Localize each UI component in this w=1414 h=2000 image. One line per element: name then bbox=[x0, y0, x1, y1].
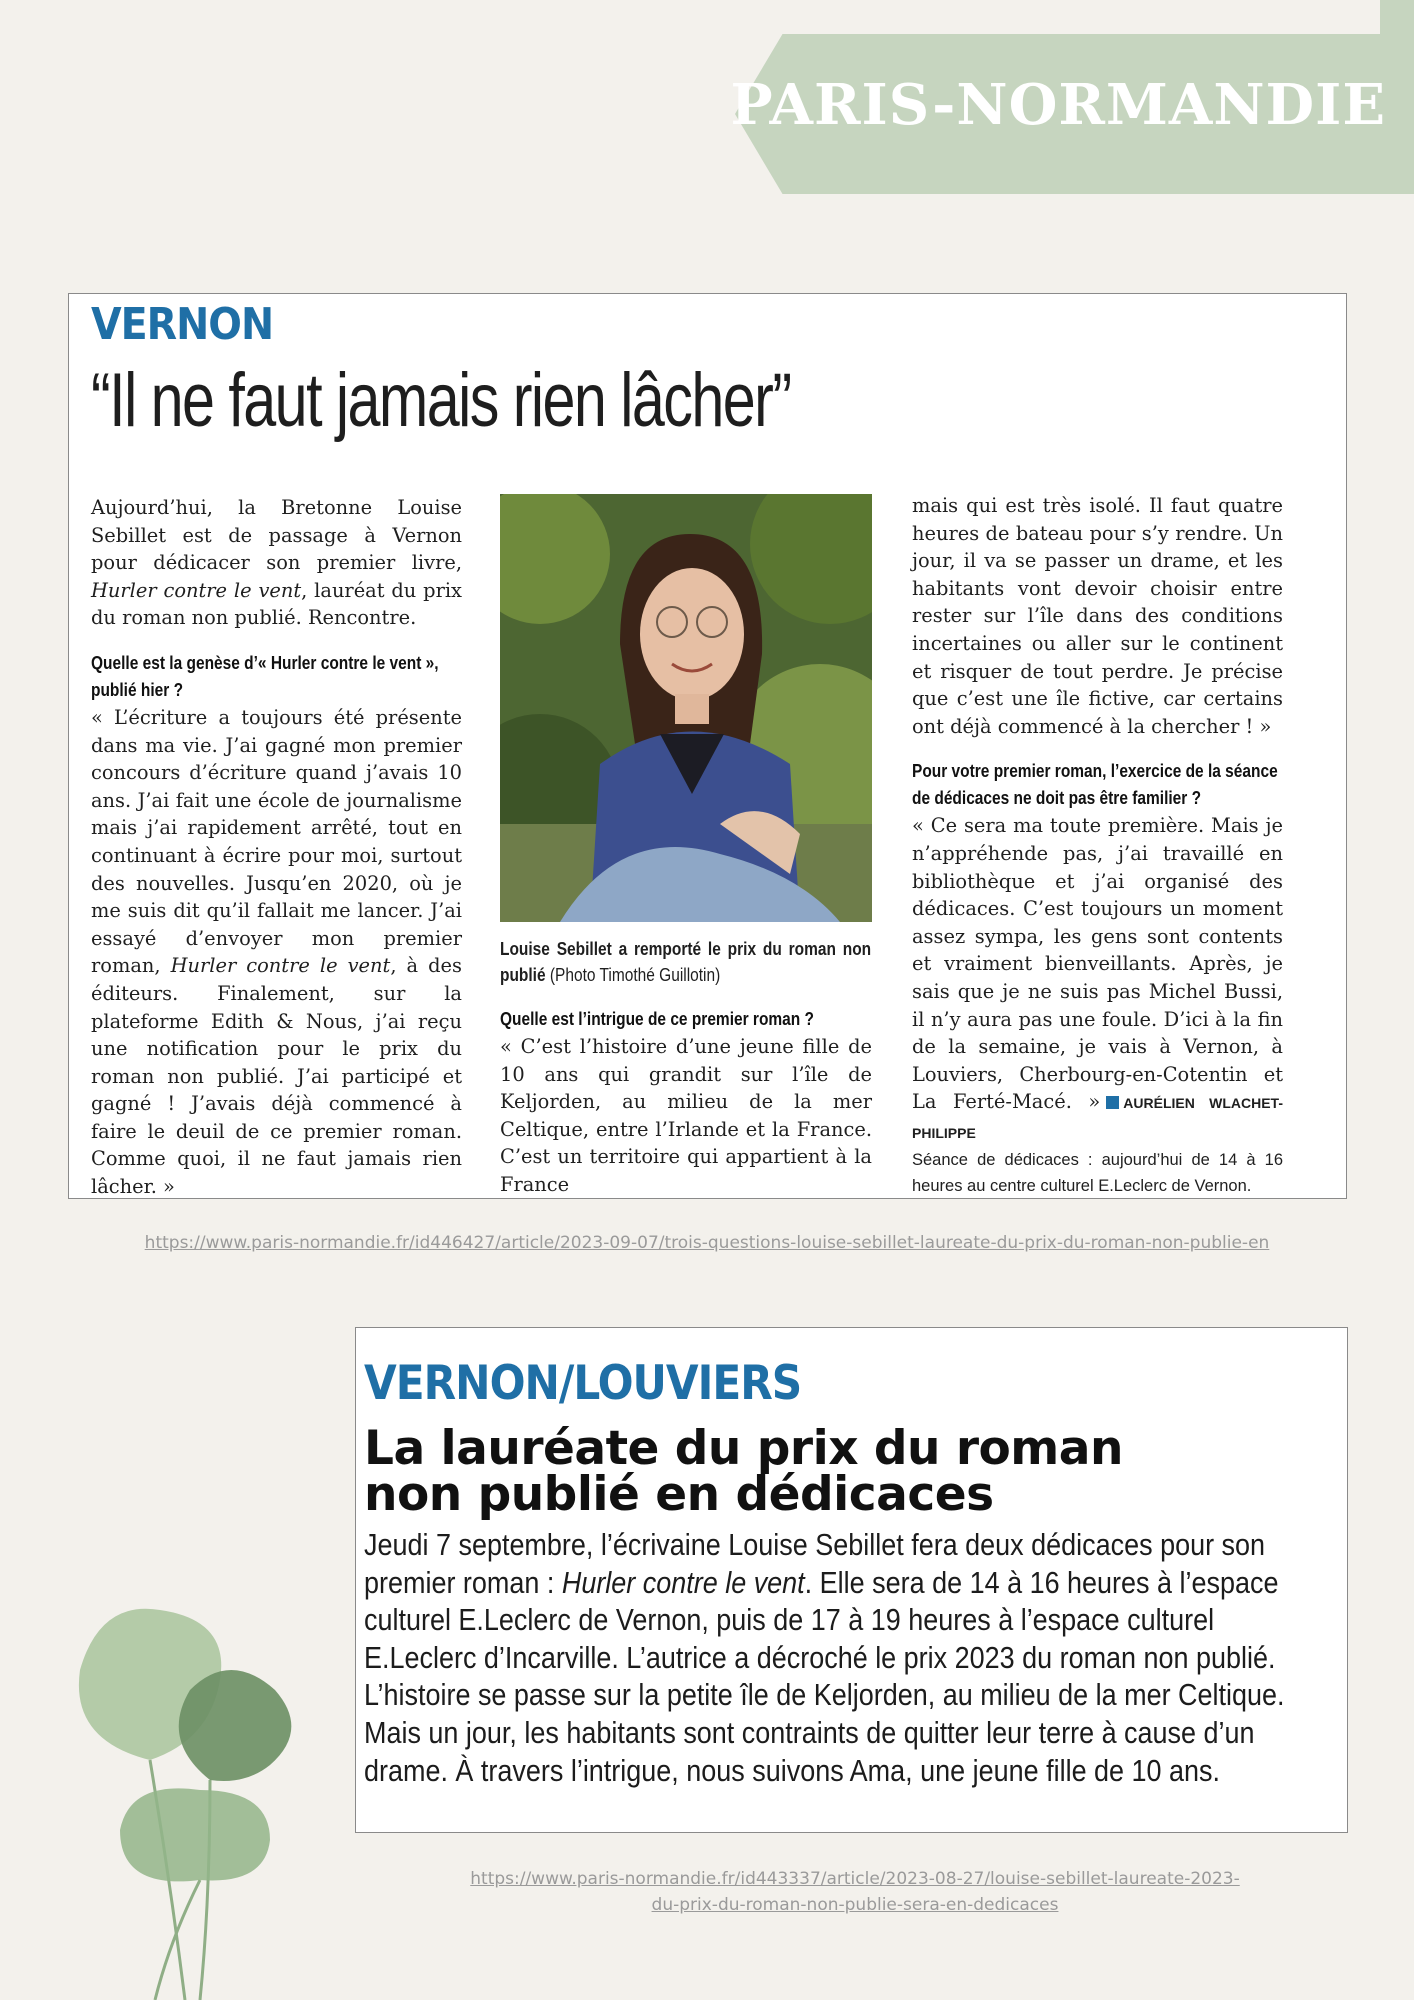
question-2: Quelle est l’intrigue de ce premier roman ? bbox=[500, 1009, 814, 1029]
intro-paragraph: Aujourd’hui, la Bretonne Louise Sebillet est de passage à Vernon pour dédicacer son premier livre, Hurler contre le vent, lauréat du prix du roman non publié. Rencontre. bbox=[91, 496, 462, 630]
answer-2-start: « C’est l’histoire d’une jeune fille de 10 ans qui grandit sur l’île de Keljorden, au milieu de la mer Celtique, entre l’Irlande et la France. C’est un territoire qui appartient à la France bbox=[500, 1035, 872, 1196]
author-photo bbox=[500, 494, 872, 922]
section-label-2: VERNON/LOUVIERS bbox=[364, 1356, 802, 1411]
photo-caption: Louise Sebillet a remporté le prix du roman non publié (Photo Timothé Guillotin) bbox=[500, 939, 872, 985]
article-1-link[interactable]: https://www.paris-normandie.fr/id446427/article/2023-09-07/trois-questions-louise-sebillet-laureate-du-prix-du-roman-non-publie-en bbox=[144, 1233, 1270, 1253]
signing-info: Séance de dédicaces : aujourd’hui de 14 à 16 heures au centre culturel E.Leclerc de Vernon. bbox=[912, 1151, 1283, 1196]
question-3: Pour votre premier roman, l’exercice de la séance de dédicaces ne doit pas être familier ? bbox=[912, 761, 1278, 809]
article-2-headline: La lauréate du prix du roman non publié en dédicaces bbox=[364, 1421, 1123, 1522]
column-2 bbox=[500, 494, 872, 1199]
masthead-title: PARIS-NORMANDIE bbox=[730, 72, 1386, 138]
article-clipping-vernon bbox=[68, 293, 1347, 1199]
column-3 bbox=[912, 492, 1283, 1199]
answer-1: « L’écriture a toujours été présente dans ma vie. J’ai gagné mon premier concours d’écriture quand j’avais 10 ans. J’ai fait une école de journalisme mais j’ai rapidement arrêté, tout en continuant à écrire pour moi, surtout des nouvelles. Jusqu’en 2020, où je me suis dit qu’il fallait me lancer. J’ai essayé d’envoyer mon premier roman, Hurler contre le vent, à des éditeurs. Finalement, sur la plateforme Edith & Nous, j’ai reçu une notification pour le prix du roman non publié. J’ai participé et gagné ! J’avais déjà commencé à faire le deuil de ce premier roman. Comme quoi, il ne faut jamais rien lâcher. » bbox=[91, 705, 462, 1199]
byline-marker bbox=[1106, 1096, 1119, 1109]
column-1 bbox=[91, 494, 462, 1201]
article-2-body: Jeudi 7 septembre, l’écrivaine Louise Sebillet fera deux dédicaces pour son premier roman : Hurler contre le vent. Elle sera de 14 à 16 heures à l’espace culturel E.Leclerc de Vernon, puis de 17 à 19 heures à l’espace culturel E.Leclerc d’Incarville. L’autrice a décroché le prix 2023 du roman non publié. L’histoire se passe sur la petite île de Keljorden, au milieu de la mer Celtique. Mais un jour, les habitants sont contraints de quitter leur terre à cause d’un drame. À travers l’intrigue, nous suivons Ama, une jeune fille de 10 ans. bbox=[364, 1527, 1285, 1788]
ginkgo-leaf-decoration bbox=[60, 1580, 320, 2000]
section-label: VERNON bbox=[91, 299, 274, 350]
byline: AURÉLIEN WLACHET-PHILIPPE bbox=[912, 1095, 1283, 1141]
answer-2-end: mais qui est très isolé. Il faut quatre heures de bateau pour s’y rendre. Un jour, il va se passer un drame, et les habitants vont devoir choisir entre rester sur l’île dans des conditions incertaines ou aller sur le continent et risquer de tout perdre. Je précise que c’est une île fictive, car certains ont déjà commencé à la chercher ! » bbox=[912, 494, 1283, 738]
article-headline: “Il ne faut jamais rien lâcher” bbox=[91, 358, 791, 443]
article-2-link[interactable]: https://www.paris-normandie.fr/id443337/article/2023-08-27/louise-sebillet-laureate-2023- du-prix-du-roman-non-publie-sera-en-dedicaces bbox=[470, 1869, 1240, 1915]
question-1: Quelle est la genèse d’« Hurler contre le vent », publié hier ? bbox=[91, 652, 439, 700]
article-clipping-vernon-louviers bbox=[355, 1327, 1348, 1833]
corner-tab bbox=[1380, 0, 1414, 34]
answer-3: « Ce sera ma toute première. Mais je n’appréhende pas, j’ai travaillé en bibliothèque et j’ai organisé des dédicaces. C’est toujours un moment assez sympa, les gens sont contents et vraiment bienveillants. Après, je sais que je ne suis pas Michel Bussi, il n’y aura pas une foule. D’ici à la fin de la semaine, je vais à Vernon, à Louviers, Cherbourg-en-Cotentin et La Ferté-Macé. » AURÉLIEN WLACHET-PHILIPPE bbox=[912, 814, 1283, 1141]
